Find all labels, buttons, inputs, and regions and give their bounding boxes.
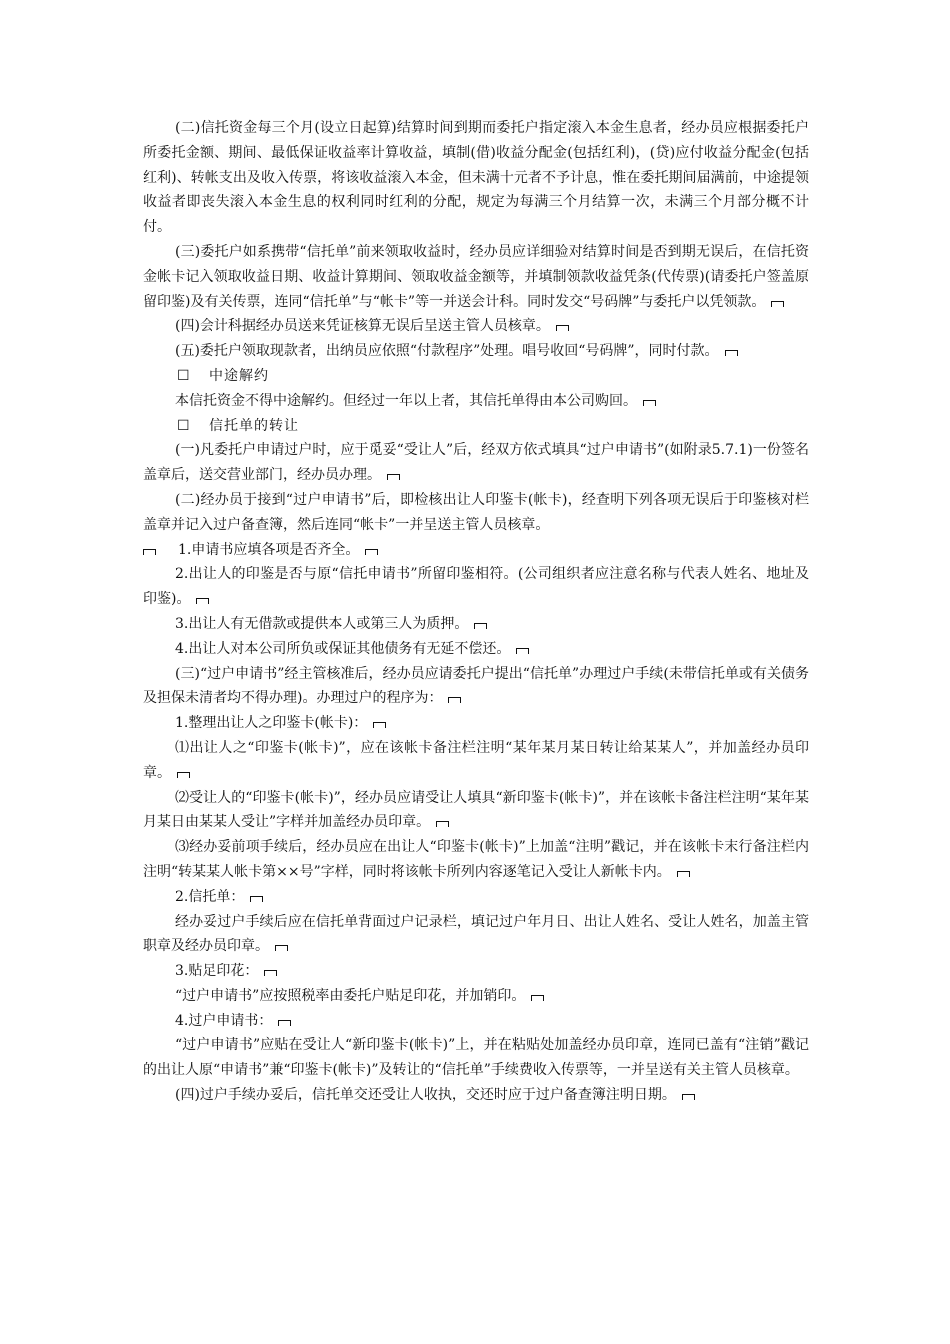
paragraph-text: 3.贴足印花：	[175, 963, 259, 980]
paragraph	[143, 637, 809, 662]
paragraph-text: (五)委托户领取现款者，出纳员应依照“付款程序”处理。唱号收回“号码牌”，同时付款。	[175, 343, 719, 360]
paragraph	[143, 1033, 809, 1083]
paragraph-text: (二)信托资金每三个月(设立日起算)结算时间到期而委托户指定滚入本金生息者，经办员应根据委托户所委托金额、期间、最低保证收益率计算收益，填制(借)收益分配金(包括红利)，(贷)应付收益分配金(包括红利)、转帐支出及收入传票，将该收益滚入本金，但未满十元者不予计息，惟在委托期间届满前，中途提领收益者即丧失滚入本金生息的权利同时红利的分配，规定为每满三个月结算一次，未满三个月部分概不计付。	[143, 120, 809, 236]
paragraph-text: (四)过户手续办妥后，信托单交还受让人收执，交还时应于过户备查簿注明日期。	[175, 1087, 676, 1104]
paragraph	[143, 959, 809, 984]
return-mark-icon	[516, 648, 529, 654]
section-heading	[143, 414, 809, 439]
paragraph-text: 3.出让人有无借款或提供本人或第三人为质押。	[175, 615, 469, 632]
paragraph-text: 1.整理出让人之印鉴卡(帐卡)：	[175, 715, 368, 732]
paragraph	[143, 984, 809, 1009]
return-mark-icon	[264, 970, 277, 976]
paragraph	[143, 711, 809, 736]
paragraph	[143, 885, 809, 910]
paragraph	[143, 240, 809, 314]
paragraph-text: “过户申请书”应按照税率由委托户贴足印花，并加销印。	[175, 987, 526, 1004]
paragraph-text: 2.出让人的印鉴是否与原“信托申请书”所留印鉴相符。(公司组织者应注意名称与代表人姓名、地址及印鉴)。	[143, 566, 809, 608]
paragraph-text: (四)会计科据经办员送来凭证核算无误后呈送主管人员核章。	[175, 318, 550, 335]
return-mark-icon	[474, 623, 487, 629]
return-mark-icon	[725, 350, 738, 356]
return-mark-icon	[677, 871, 690, 877]
paragraph	[143, 910, 809, 960]
paragraph	[143, 339, 809, 364]
return-mark-icon	[196, 598, 209, 604]
paragraph-text: ⑴出让人之“印鉴卡(帐卡)”，应在该帐卡备注栏注明“某年某月某日转让给某某人”，并加盖经办员印章。	[143, 739, 809, 781]
return-mark-icon	[448, 697, 461, 703]
paragraph	[143, 1009, 809, 1034]
heading-text: 中途解约	[209, 367, 269, 384]
return-mark-icon	[771, 301, 784, 307]
paragraph	[143, 1083, 809, 1108]
return-mark-icon	[556, 325, 569, 331]
paragraph-text: (三)委托户如系携带“信托单”前来领取收益时，经办员应详细验对结算时间是否到期无误后，在信托资金帐卡记入领取收益日期、收益计算期间、领取收益金额等，并填制领款收益凭条(代传票)(请委托户签盖原留印鉴)及有关传票，连同“信托单”与“帐卡”等一并送会计科。同时发交“号码牌”与委托户以凭领款。	[143, 243, 809, 310]
paragraph-text: 经办妥过户手续后应在信托单背面过户记录栏，填记过户年月日、出让人姓名、受让人姓名，加盖主管职章及经办员印章。	[143, 913, 809, 955]
paragraph	[143, 835, 809, 885]
return-mark-icon	[365, 549, 378, 555]
return-mark-icon	[387, 474, 400, 480]
paragraph	[143, 612, 809, 637]
return-mark-icon	[143, 549, 156, 555]
return-mark-icon	[278, 1020, 291, 1026]
return-mark-icon	[373, 722, 386, 728]
paragraph	[143, 662, 809, 712]
return-mark-icon	[436, 821, 449, 827]
paragraph-text: 4.过户申请书：	[175, 1012, 273, 1029]
paragraph-text: “过户申请书”应贴在受让人“新印鉴卡(帐卡)”上，并在粘贴处加盖经办员印章，连同已盖有“注销”戳记的出让人原“申请书”兼“印鉴卡(帐卡)”及转让的“信托单”手续费收入传票等，一并呈送有关主管人员核章。	[143, 1037, 809, 1079]
paragraph-text: (二)经办员于接到“过户申请书”后，即检核出让人印鉴卡(帐卡)，经查明下列各项无误后于印鉴核对栏盖章并记入过户备查簿，然后连同“帐卡”一并呈送主管人员核章。	[143, 491, 809, 533]
paragraph-text: (一)凡委托户申请过户时，应于觅妥“受让人”后，经双方依式填具“过户申请书”(如附录5.7.1)一份签名盖章后，送交营业部门，经办员办理。	[143, 442, 809, 484]
paragraph-text: 2.信托单：	[175, 888, 245, 905]
paragraph-text: 4.出让人对本公司所负或保证其他债务有无延不偿还。	[175, 640, 511, 657]
return-mark-icon	[275, 945, 288, 951]
return-mark-icon	[531, 995, 544, 1001]
section-heading	[143, 364, 809, 389]
checkbox-icon: ☐	[177, 367, 191, 384]
checkbox-icon: ☐	[177, 417, 191, 434]
document-page	[143, 116, 809, 1108]
paragraph	[143, 116, 809, 240]
paragraph	[143, 562, 809, 612]
return-mark-icon	[250, 896, 263, 902]
paragraph	[143, 488, 809, 538]
paragraph-text: ⑵受让人的“印鉴卡(帐卡)”，经办员应请受让人填具“新印鉴卡(帐卡)”，并在该帐卡备注栏注明“某年某月某日由某某人受让”字样并加盖经办员印章。	[143, 789, 809, 831]
return-mark-icon	[643, 400, 656, 406]
paragraph-text: 1.申请书应填各项是否齐全。	[178, 541, 360, 558]
heading-text: 信托单的转让	[209, 417, 299, 434]
paragraph-text: (三)“过户申请书”经主管核准后，经办员应请委托户提出“信托单”办理过户手续(未带信托单或有关债务及担保未清者均不得办理)。办理过户的程序为：	[143, 665, 809, 707]
paragraph-text: ⑶经办妥前项手续后，经办员应在出让人“印鉴卡(帐卡)”上加盖“注明”戳记，并在该帐卡末行备注栏内注明“转某某人帐卡第××号”字样，同时将该帐卡所列内容逐笔记入受让人新帐卡内。	[143, 839, 809, 880]
return-mark-icon	[682, 1094, 695, 1100]
paragraph	[143, 786, 809, 836]
paragraph	[143, 736, 809, 786]
list-item	[143, 538, 809, 563]
paragraph-text: 本信托资金不得中途解约。但经过一年以上者，其信托单得由本公司购回。	[175, 392, 637, 409]
paragraph	[143, 438, 809, 488]
return-mark-icon	[177, 772, 190, 778]
paragraph	[143, 389, 809, 414]
paragraph	[143, 314, 809, 339]
